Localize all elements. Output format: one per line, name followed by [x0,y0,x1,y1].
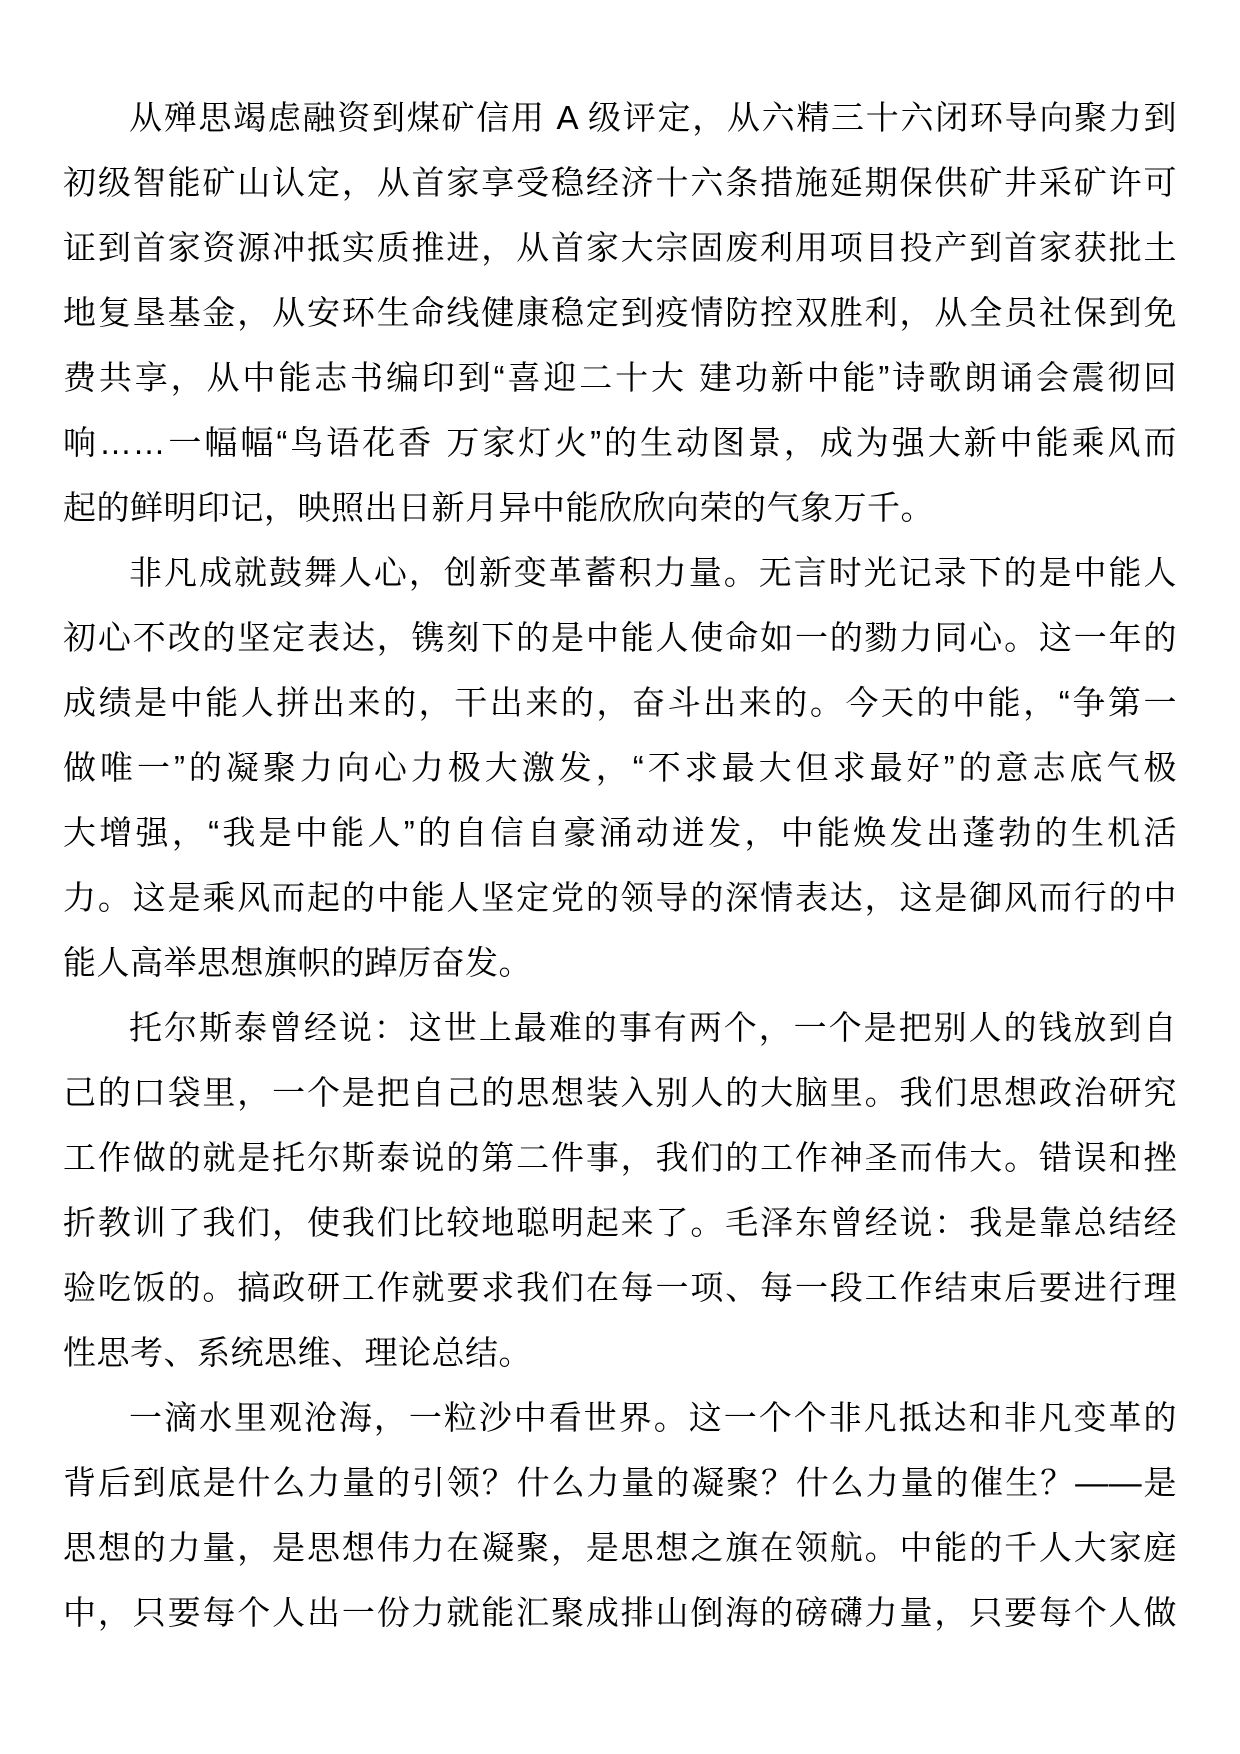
text-line: 地复垦基金，从安环生命线健康稳定到疫情防控双胜利，从全员社保到免 [63,294,1177,331]
text-line: 一滴水里观沧海，一粒沙中看世界。这一个个非凡抵达和非凡变革的 [129,1399,1177,1436]
text-line: 能人高举思想旗帜的踔厉奋发。 [63,944,532,981]
text-line: 中，只要每个人出一份力就能汇聚成排山倒海的磅礴力量，只要每个人做 [63,1594,1177,1631]
text-line: 初心不改的坚定表达，镌刻下的是中能人使命如一的勠力同心。这一年的 [63,619,1177,656]
paragraph [63,995,1177,1385]
text-line: 验吃饭的。搞政研工作就要求我们在每一项、每一段工作结束后要进行理 [63,1269,1177,1306]
text-line: 背后到底是什么力量的引领？什么力量的凝聚？什么力量的催生？——是 [63,1464,1177,1501]
text-line: 起的鲜明印记，映照出日新月异中能欣欣向荣的气象万千。 [63,489,934,526]
text-line: 做唯一”的凝聚力向心力极大激发，“不求最大但求最好”的意志底气极 [63,749,1177,786]
text-line: 性思考、系统思维、理论总结。 [63,1334,532,1371]
text-line: 力。这是乘风而起的中能人坚定党的领导的深情表达，这是御风而行的中 [63,879,1177,916]
text-line: 成绩是中能人拼出来的，干出来的，奋斗出来的。今天的中能，“争第一 [63,684,1177,721]
text-line: 初级智能矿山认定，从首家享受稳经济十六条措施延期保供矿井采矿许可 [63,164,1177,201]
paragraph [63,1385,1177,1645]
document-body [63,85,1177,1645]
text-line: 从殚思竭虑融资到煤矿信用 A 级评定，从六精三十六闭环导向聚力到 [129,99,1177,136]
text-line: 思想的力量，是思想伟力在凝聚，是思想之旗在领航。中能的千人大家庭 [63,1529,1177,1566]
text-line: 响……一幅幅“鸟语花香 万家灯火”的生动图景，成为强大新中能乘风而 [63,424,1177,461]
text-line: 折教训了我们，使我们比较地聪明起来了。毛泽东曾经说：我是靠总结经 [63,1204,1177,1241]
text-line: 大增强，“我是中能人”的自信自豪涌动迸发，中能焕发出蓬勃的生机活 [63,814,1177,851]
text-line: 费共享，从中能志书编印到“喜迎二十大 建功新中能”诗歌朗诵会震彻回 [63,359,1177,396]
text-line: 托尔斯泰曾经说：这世上最难的事有两个，一个是把别人的钱放到自 [129,1009,1177,1046]
text-line: 己的口袋里，一个是把自己的思想装入别人的大脑里。我们思想政治研究 [63,1074,1177,1111]
paragraph [63,540,1177,995]
text-line: 工作做的就是托尔斯泰说的第二件事，我们的工作神圣而伟大。错误和挫 [63,1139,1177,1176]
paragraph [63,85,1177,540]
text-line: 非凡成就鼓舞人心，创新变革蓄积力量。无言时光记录下的是中能人 [129,554,1177,591]
text-line: 证到首家资源冲抵实质推进，从首家大宗固废利用项目投产到首家获批土 [63,229,1177,266]
